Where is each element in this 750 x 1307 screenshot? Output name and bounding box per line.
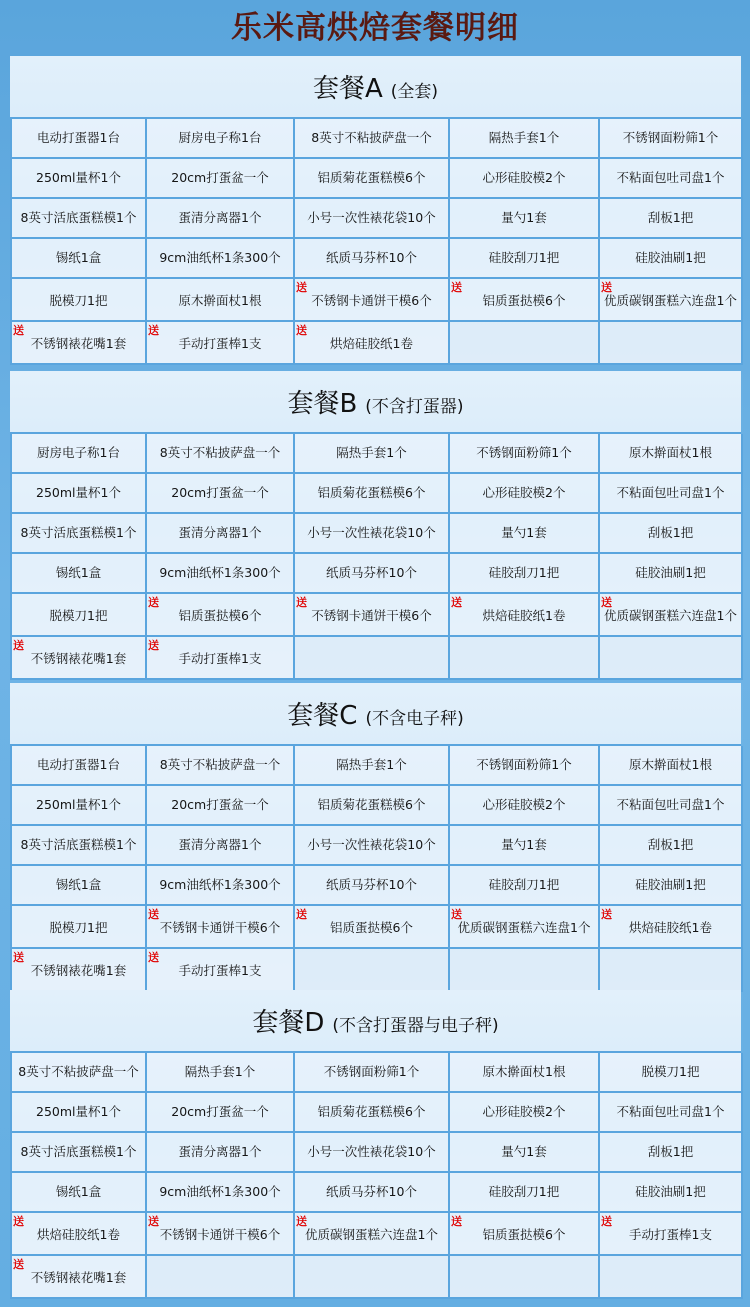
item-label: 铝质蛋挞模6个 — [482, 293, 566, 308]
item-label: 电动打蛋器1台 — [37, 757, 120, 772]
table-cell — [450, 746, 600, 786]
item-label: 不锈钢面粉筛1个 — [622, 130, 719, 145]
table-cell — [600, 119, 743, 159]
gift-badge: 送 — [148, 908, 159, 921]
table-cell — [450, 279, 600, 322]
table-cell — [295, 514, 450, 554]
table-cell — [600, 159, 743, 199]
table-cell-empty — [450, 637, 600, 680]
table-cell — [295, 1093, 450, 1133]
item-label: 优质碳钢蛋糕六连盘1个 — [305, 1227, 438, 1242]
item-label: 250ml量杯1个 — [36, 170, 121, 185]
table-cell — [147, 786, 295, 826]
item-label: 8英寸活底蛋糕模1个 — [20, 525, 137, 540]
item-label: 脱模刀1把 — [49, 293, 108, 308]
table-cell — [295, 474, 450, 514]
table-cell — [12, 199, 147, 239]
item-label: 不锈钢卡通饼干模6个 — [311, 293, 432, 308]
package-note: (不含电子秤) — [365, 709, 464, 729]
package-name: 套餐B — [287, 389, 358, 419]
gift-badge: 送 — [13, 1258, 24, 1271]
item-label: 锡纸1盒 — [55, 250, 102, 265]
gift-badge: 送 — [13, 639, 24, 652]
item-label: 脱模刀1把 — [641, 1064, 700, 1079]
table-cell — [295, 554, 450, 594]
table-cell-empty — [600, 637, 743, 680]
package-header — [10, 371, 741, 432]
item-label: 纸质马芬杯10个 — [326, 565, 417, 580]
item-label: 9cm油纸杯1条300个 — [159, 565, 281, 580]
item-label: 锡纸1盒 — [55, 1184, 102, 1199]
item-label: 原木擀面杖1根 — [178, 293, 262, 308]
table-cell — [147, 906, 295, 949]
table-cell — [295, 279, 450, 322]
table-cell — [12, 1053, 147, 1093]
item-label: 硅胶刮刀1把 — [488, 565, 560, 580]
item-label: 硅胶刮刀1把 — [488, 1184, 560, 1199]
table-cell — [12, 554, 147, 594]
item-label: 250ml量杯1个 — [36, 485, 121, 500]
table-cell — [600, 826, 743, 866]
table-cell — [147, 199, 295, 239]
item-label: 8英寸不粘披萨盘一个 — [18, 1064, 139, 1079]
table-cell — [12, 1173, 147, 1213]
package-note: (不含打蛋器与电子秤) — [332, 1016, 499, 1036]
item-label: 8英寸活底蛋糕模1个 — [20, 1144, 137, 1159]
item-label: 烘焙硅胶纸1卷 — [482, 608, 566, 623]
item-label: 铝质菊花蛋糕模6个 — [317, 797, 426, 812]
item-label: 纸质马芬杯10个 — [326, 250, 417, 265]
table-cell — [147, 434, 295, 474]
table-cell — [295, 1213, 450, 1256]
table-cell-empty — [295, 949, 450, 992]
table-cell — [600, 1053, 743, 1093]
table-cell — [295, 434, 450, 474]
table-cell — [450, 1213, 600, 1256]
gift-badge: 送 — [451, 596, 462, 609]
table-cell — [295, 1053, 450, 1093]
items-table — [10, 117, 741, 365]
item-label: 不锈钢卡通饼干模6个 — [159, 920, 281, 935]
table-cell — [12, 1133, 147, 1173]
gift-badge: 送 — [13, 324, 24, 337]
table-cell — [295, 119, 450, 159]
package-note: (全套) — [390, 82, 439, 102]
item-label: 脱模刀1把 — [49, 608, 108, 623]
package-a — [10, 56, 741, 365]
table-cell — [147, 1133, 295, 1173]
table-cell — [600, 279, 743, 322]
gift-badge: 送 — [13, 951, 24, 964]
table-cell — [450, 906, 600, 949]
table-cell — [600, 1213, 743, 1256]
item-label: 心形硅胶模2个 — [482, 485, 566, 500]
item-label: 20cm打蛋盆一个 — [171, 485, 269, 500]
table-cell — [600, 746, 743, 786]
table-cell — [12, 906, 147, 949]
item-label: 不粘面包吐司盘1个 — [616, 485, 725, 500]
item-label: 厨房电子称1台 — [37, 445, 120, 460]
item-label: 电动打蛋器1台 — [37, 130, 120, 145]
item-label: 硅胶油刷1把 — [635, 1184, 706, 1199]
table-cell — [12, 1256, 147, 1299]
item-label: 小号一次性裱花袋10个 — [307, 525, 436, 540]
table-cell — [295, 866, 450, 906]
item-label: 铝质蛋挞模6个 — [482, 1227, 566, 1242]
package-name: 套餐A — [312, 74, 383, 104]
table-cell — [600, 594, 743, 637]
table-cell — [600, 786, 743, 826]
table-cell — [600, 906, 743, 949]
table-cell — [147, 1213, 295, 1256]
item-label: 铝质菊花蛋糕模6个 — [317, 1104, 426, 1119]
table-cell — [12, 474, 147, 514]
table-cell — [147, 119, 295, 159]
table-cell — [147, 594, 295, 637]
table-cell — [295, 786, 450, 826]
gift-badge: 送 — [296, 596, 307, 609]
item-label: 9cm油纸杯1条300个 — [159, 1184, 281, 1199]
table-cell — [295, 1173, 450, 1213]
item-label: 刮板1把 — [647, 210, 694, 225]
item-label: 8英寸不粘披萨盘一个 — [159, 757, 281, 772]
gift-badge: 送 — [148, 639, 159, 652]
item-label: 心形硅胶模2个 — [482, 170, 566, 185]
item-label: 不粘面包吐司盘1个 — [616, 170, 725, 185]
item-label: 硅胶油刷1把 — [635, 565, 706, 580]
item-label: 量勺1套 — [501, 525, 547, 540]
item-label: 隔热手套1个 — [488, 130, 560, 145]
item-label: 量勺1套 — [501, 1144, 547, 1159]
gift-badge: 送 — [601, 908, 612, 921]
item-label: 铝质蛋挞模6个 — [330, 920, 413, 935]
table-cell — [147, 279, 295, 322]
item-label: 铝质蛋挞模6个 — [178, 608, 262, 623]
table-cell — [147, 949, 295, 992]
item-label: 铝质菊花蛋糕模6个 — [317, 170, 426, 185]
gift-badge: 送 — [601, 596, 612, 609]
item-label: 铝质菊花蛋糕模6个 — [317, 485, 426, 500]
item-label: 脱模刀1把 — [49, 920, 108, 935]
table-cell — [12, 514, 147, 554]
item-label: 不锈钢面粉筛1个 — [323, 1064, 420, 1079]
table-cell — [450, 866, 600, 906]
table-cell — [450, 594, 600, 637]
item-label: 纸质马芬杯10个 — [326, 877, 417, 892]
table-cell — [450, 119, 600, 159]
item-label: 不锈钢面粉筛1个 — [476, 757, 572, 772]
table-cell — [450, 1093, 600, 1133]
table-cell — [600, 199, 743, 239]
item-label: 量勺1套 — [501, 210, 547, 225]
table-cell — [12, 1093, 147, 1133]
item-label: 8英寸活底蛋糕模1个 — [20, 837, 137, 852]
item-label: 纸质马芬杯10个 — [326, 1184, 417, 1199]
gift-badge: 送 — [601, 1215, 612, 1228]
table-cell — [295, 594, 450, 637]
table-cell — [12, 949, 147, 992]
item-label: 小号一次性裱花袋10个 — [307, 837, 436, 852]
package-name: 套餐D — [252, 1008, 325, 1038]
items-table — [10, 744, 741, 992]
table-cell — [147, 554, 295, 594]
table-cell — [147, 514, 295, 554]
item-label: 不锈钢卡通饼干模6个 — [311, 608, 432, 623]
gift-badge: 送 — [148, 1215, 159, 1228]
item-label: 锡纸1盒 — [55, 565, 102, 580]
package-header — [10, 683, 741, 744]
package-b — [10, 371, 741, 680]
table-cell — [12, 1213, 147, 1256]
table-cell — [147, 1173, 295, 1213]
table-cell — [12, 866, 147, 906]
package-name: 套餐C — [287, 701, 358, 731]
gift-badge: 送 — [601, 281, 612, 294]
item-label: 锡纸1盒 — [55, 877, 102, 892]
table-cell — [450, 514, 600, 554]
item-label: 硅胶刮刀1把 — [488, 877, 560, 892]
item-label: 隔热手套1个 — [336, 757, 407, 772]
package-c — [10, 683, 741, 992]
table-cell — [295, 159, 450, 199]
item-label: 量勺1套 — [501, 837, 547, 852]
table-cell — [295, 322, 450, 365]
table-cell — [295, 826, 450, 866]
items-table — [10, 1051, 741, 1299]
item-label: 烘焙硅胶纸1卷 — [629, 920, 712, 935]
item-label: 20cm打蛋盆一个 — [171, 170, 269, 185]
table-cell-empty — [600, 322, 743, 365]
table-cell — [147, 826, 295, 866]
item-label: 原木擀面杖1根 — [482, 1064, 566, 1079]
gift-badge: 送 — [148, 951, 159, 964]
table-cell — [600, 239, 743, 279]
item-label: 硅胶刮刀1把 — [488, 250, 560, 265]
item-label: 优质碳钢蛋糕六连盘1个 — [604, 608, 737, 623]
table-cell-empty — [450, 949, 600, 992]
gift-badge: 送 — [296, 908, 307, 921]
package-d — [10, 990, 741, 1299]
item-label: 250ml量杯1个 — [36, 797, 121, 812]
item-label: 小号一次性裱花袋10个 — [307, 1144, 436, 1159]
item-label: 原木擀面杖1根 — [629, 445, 712, 460]
table-cell — [600, 1093, 743, 1133]
table-cell — [450, 1133, 600, 1173]
item-label: 不锈钢裱花嘴1套 — [30, 963, 127, 978]
table-cell — [147, 474, 295, 514]
package-header — [10, 56, 741, 117]
item-label: 不锈钢裱花嘴1套 — [30, 1270, 127, 1285]
item-label: 9cm油纸杯1条300个 — [159, 250, 281, 265]
item-label: 烘焙硅胶纸1卷 — [37, 1227, 120, 1242]
item-label: 不粘面包吐司盘1个 — [616, 797, 725, 812]
page-title: 乐米高烘焙套餐明细 — [231, 10, 519, 46]
table-cell — [12, 119, 147, 159]
table-cell — [600, 1173, 743, 1213]
item-label: 优质碳钢蛋糕六连盘1个 — [457, 920, 591, 935]
gift-badge: 送 — [296, 324, 307, 337]
table-cell — [450, 554, 600, 594]
item-label: 硅胶油刷1把 — [635, 877, 706, 892]
table-cell — [600, 554, 743, 594]
gift-badge: 送 — [148, 596, 159, 609]
table-cell — [12, 637, 147, 680]
table-cell — [12, 239, 147, 279]
table-cell — [450, 434, 600, 474]
gift-badge: 送 — [451, 281, 462, 294]
item-label: 250ml量杯1个 — [36, 1104, 121, 1119]
table-cell — [12, 279, 147, 322]
gift-badge: 送 — [296, 281, 307, 294]
table-cell — [450, 826, 600, 866]
table-cell — [295, 906, 450, 949]
item-label: 不锈钢面粉筛1个 — [476, 445, 572, 460]
item-label: 不锈钢裱花嘴1套 — [30, 336, 127, 351]
item-label: 手动打蛋棒1支 — [178, 963, 262, 978]
item-label: 20cm打蛋盆一个 — [171, 1104, 269, 1119]
item-label: 烘焙硅胶纸1卷 — [330, 336, 413, 351]
table-cell — [147, 322, 295, 365]
table-cell — [147, 1053, 295, 1093]
table-cell — [450, 1053, 600, 1093]
package-header — [10, 990, 741, 1051]
item-label: 不锈钢卡通饼干模6个 — [159, 1227, 281, 1242]
item-label: 不锈钢裱花嘴1套 — [30, 651, 127, 666]
table-cell-empty — [600, 949, 743, 992]
gift-badge: 送 — [13, 1215, 24, 1228]
table-cell — [147, 637, 295, 680]
package-note: (不含打蛋器) — [365, 397, 464, 417]
table-cell-empty — [295, 1256, 450, 1299]
table-cell-empty — [450, 322, 600, 365]
items-table — [10, 432, 741, 680]
item-label: 心形硅胶模2个 — [482, 1104, 566, 1119]
item-label: 小号一次性裱花袋10个 — [307, 210, 436, 225]
table-cell — [450, 474, 600, 514]
table-cell — [600, 1133, 743, 1173]
table-cell — [147, 239, 295, 279]
item-label: 蛋清分离器1个 — [178, 837, 262, 852]
item-label: 手动打蛋棒1支 — [629, 1227, 712, 1242]
table-cell-empty — [600, 1256, 743, 1299]
table-cell — [147, 159, 295, 199]
table-cell — [295, 199, 450, 239]
item-label: 刮板1把 — [647, 837, 694, 852]
table-cell — [12, 746, 147, 786]
table-cell — [12, 826, 147, 866]
gift-badge: 送 — [148, 324, 159, 337]
table-cell — [12, 159, 147, 199]
gift-badge: 送 — [296, 1215, 307, 1228]
item-label: 不粘面包吐司盘1个 — [616, 1104, 725, 1119]
item-label: 手动打蛋棒1支 — [178, 651, 262, 666]
item-label: 优质碳钢蛋糕六连盘1个 — [604, 293, 737, 308]
table-cell — [12, 322, 147, 365]
item-label: 9cm油纸杯1条300个 — [159, 877, 281, 892]
table-cell — [147, 1093, 295, 1133]
gift-badge: 送 — [451, 1215, 462, 1228]
table-cell — [600, 474, 743, 514]
item-label: 8英寸活底蛋糕模1个 — [20, 210, 137, 225]
table-cell — [600, 434, 743, 474]
item-label: 厨房电子称1台 — [178, 130, 262, 145]
table-cell — [295, 239, 450, 279]
item-label: 蛋清分离器1个 — [178, 210, 262, 225]
table-cell — [12, 434, 147, 474]
item-label: 隔热手套1个 — [336, 445, 407, 460]
table-cell — [600, 866, 743, 906]
item-label: 蛋清分离器1个 — [178, 1144, 262, 1159]
table-cell — [12, 786, 147, 826]
table-cell — [450, 239, 600, 279]
table-cell-empty — [450, 1256, 600, 1299]
table-cell-empty — [147, 1256, 295, 1299]
table-cell — [147, 866, 295, 906]
item-label: 手动打蛋棒1支 — [178, 336, 262, 351]
table-cell-empty — [295, 637, 450, 680]
table-cell — [450, 786, 600, 826]
table-cell — [450, 199, 600, 239]
item-label: 隔热手套1个 — [184, 1064, 256, 1079]
table-cell — [147, 746, 295, 786]
item-label: 8英寸不粘披萨盘一个 — [311, 130, 432, 145]
table-cell — [12, 594, 147, 637]
item-label: 8英寸不粘披萨盘一个 — [159, 445, 281, 460]
item-label: 蛋清分离器1个 — [178, 525, 262, 540]
gift-badge: 送 — [451, 908, 462, 921]
table-cell — [450, 1173, 600, 1213]
item-label: 20cm打蛋盆一个 — [171, 797, 269, 812]
item-label: 原木擀面杖1根 — [629, 757, 712, 772]
item-label: 硅胶油刷1把 — [635, 250, 706, 265]
item-label: 刮板1把 — [647, 525, 694, 540]
table-cell — [450, 159, 600, 199]
table-cell — [295, 1133, 450, 1173]
item-label: 心形硅胶模2个 — [482, 797, 566, 812]
table-cell — [295, 746, 450, 786]
item-label: 刮板1把 — [647, 1144, 694, 1159]
table-cell — [600, 514, 743, 554]
